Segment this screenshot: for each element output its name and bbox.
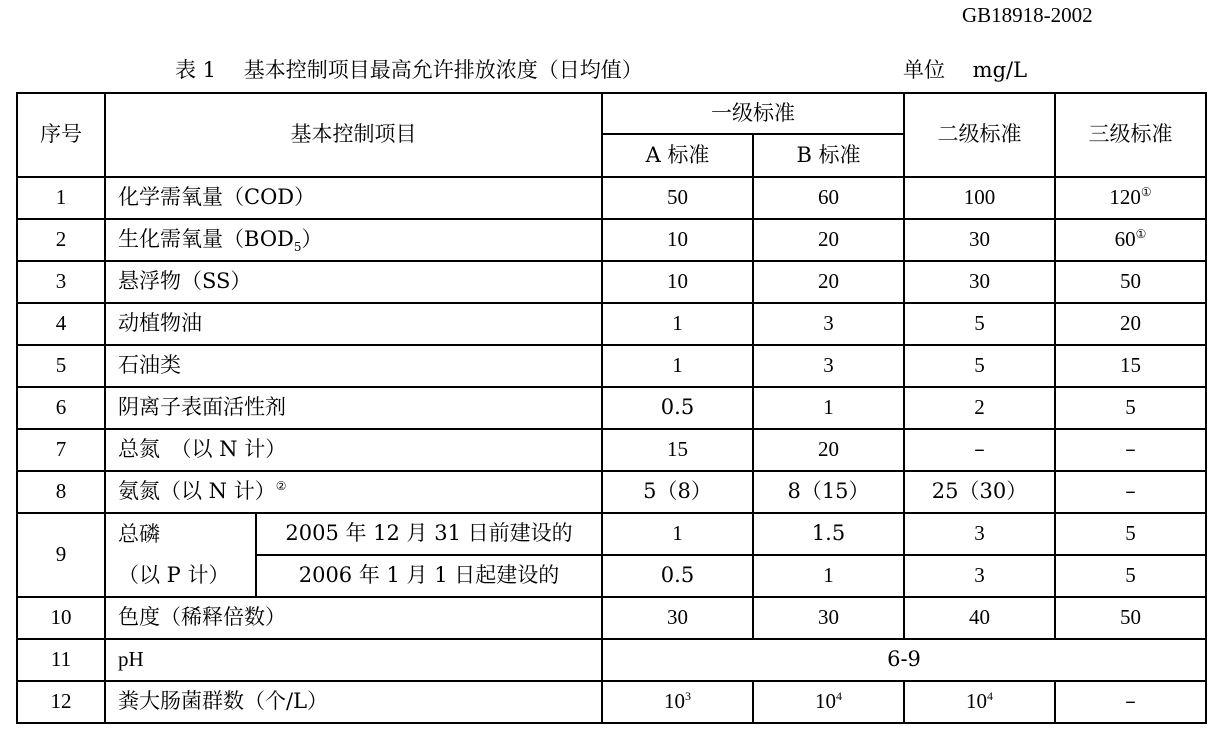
cell-a: 0.5: [602, 555, 753, 597]
row-number: 7: [17, 429, 105, 471]
cell-grade3: 15: [1055, 345, 1206, 387]
cell-grade2: 2: [904, 387, 1055, 429]
cell-grade2: 5: [904, 303, 1055, 345]
table-row: [17, 303, 1206, 345]
item-text: 生化需氧量（BOD: [118, 227, 294, 252]
cell-a: 15: [602, 429, 753, 471]
cell-grade3: 50: [1055, 597, 1206, 639]
row-number: 12: [17, 681, 105, 723]
footnote-mark: ②: [275, 479, 287, 494]
cell-b: 1: [753, 555, 904, 597]
control-items-table: [16, 92, 1207, 724]
header-grade3: 三级标准: [1055, 93, 1206, 177]
row-item-line1: 总磷: [105, 513, 256, 555]
cell-grade3: 5: [1055, 387, 1206, 429]
cell-b: 20: [753, 429, 904, 471]
row-item: 动植物油: [105, 303, 602, 345]
cell-b: 60: [753, 177, 904, 219]
row-number: 5: [17, 345, 105, 387]
table-row: [17, 345, 1206, 387]
row-number: 8: [17, 471, 105, 513]
table-row: [17, 429, 1206, 471]
cell-b: 1.5: [753, 513, 904, 555]
row-item: 阴离子表面活性剂: [105, 387, 602, 429]
cell-merged-value: 6-9: [602, 639, 1206, 681]
header-seq: 序号: [17, 93, 105, 177]
cell-grade3: [1055, 219, 1206, 261]
cell-a: 0.5: [602, 387, 753, 429]
table-unit: 单位 mg/L: [903, 58, 1028, 82]
cell-grade3: 5: [1055, 555, 1206, 597]
cell-b: [753, 681, 904, 723]
cell-a: 1: [602, 345, 753, 387]
cell-grade2: –: [904, 429, 1055, 471]
table-row: [17, 177, 1206, 219]
row-number: 11: [17, 639, 105, 681]
cell-grade2: 40: [904, 597, 1055, 639]
cell-grade2: 3: [904, 513, 1055, 555]
cell-a: [602, 681, 753, 723]
table-row: [17, 555, 1206, 597]
header-grade1: 一级标准: [602, 93, 904, 134]
row-number: 4: [17, 303, 105, 345]
header-item: 基本控制项目: [105, 93, 602, 177]
cell-grade3: –: [1055, 429, 1206, 471]
row-number: 1: [17, 177, 105, 219]
cell-value: 120: [1109, 185, 1141, 210]
subscript: 5: [293, 240, 302, 255]
header-grade1-a: A 标准: [602, 134, 753, 177]
cell-base: 10: [966, 689, 987, 714]
row-number: 3: [17, 261, 105, 303]
row-item: [105, 219, 602, 261]
row-item: 色度（稀释倍数）: [105, 597, 602, 639]
table-caption: 表 1 基本控制项目最高允许排放浓度（日均值）: [175, 58, 643, 82]
table-row: [17, 597, 1206, 639]
table-row: [17, 387, 1206, 429]
cell-b: 20: [753, 219, 904, 261]
cell-grade2: 100: [904, 177, 1055, 219]
cell-a: 5（8）: [602, 471, 753, 513]
cell-grade3: –: [1055, 471, 1206, 513]
cell-grade3: [1055, 177, 1206, 219]
cell-grade2: 25（30）: [904, 471, 1055, 513]
row-item-line2: （以 P 计）: [105, 555, 256, 597]
table-row: [17, 471, 1206, 513]
cell-grade3: 50: [1055, 261, 1206, 303]
row-number: 10: [17, 597, 105, 639]
cell-exponent: 3: [685, 689, 691, 704]
row-number: 9: [17, 513, 105, 597]
cell-a: 10: [602, 261, 753, 303]
row-subitem: 2006 年 1 月 1 日起建设的: [256, 555, 602, 597]
footnote-mark: ①: [1135, 227, 1147, 242]
cell-grade3: –: [1055, 681, 1206, 723]
row-item: 悬浮物（SS）: [105, 261, 602, 303]
cell-exponent: 4: [836, 689, 842, 704]
cell-exponent: 4: [987, 689, 993, 704]
cell-base: 10: [664, 689, 685, 714]
row-number: 6: [17, 387, 105, 429]
header-row: [17, 93, 1206, 134]
footnote-mark: ①: [1140, 185, 1152, 200]
standard-number: GB18918-2002: [962, 3, 1093, 27]
cell-grade3: 5: [1055, 513, 1206, 555]
cell-grade2: 3: [904, 555, 1055, 597]
cell-value: 60: [1114, 227, 1136, 252]
cell-b: 8（15）: [753, 471, 904, 513]
cell-grade2: [904, 681, 1055, 723]
table-row: [17, 219, 1206, 261]
cell-grade2: 5: [904, 345, 1055, 387]
table-row: [17, 681, 1206, 723]
cell-b: 3: [753, 345, 904, 387]
cell-grade2: 30: [904, 261, 1055, 303]
cell-b: 20: [753, 261, 904, 303]
table-row: [17, 261, 1206, 303]
header-grade1-b: B 标准: [753, 134, 904, 177]
row-item: pH: [105, 639, 602, 681]
table-row: [17, 639, 1206, 681]
cell-a: 30: [602, 597, 753, 639]
cell-a: 50: [602, 177, 753, 219]
cell-a: 10: [602, 219, 753, 261]
cell-b: 30: [753, 597, 904, 639]
cell-b: 3: [753, 303, 904, 345]
row-item: 石油类: [105, 345, 602, 387]
row-item: 总氮 （以 N 计）: [105, 429, 602, 471]
table-row: [17, 513, 1206, 555]
item-text-end: ）: [301, 227, 323, 252]
row-item: 化学需氧量（COD）: [105, 177, 602, 219]
cell-grade3: 20: [1055, 303, 1206, 345]
cell-a: 1: [602, 513, 753, 555]
row-subitem: 2005 年 12 月 31 日前建设的: [256, 513, 602, 555]
cell-base: 10: [815, 689, 836, 714]
row-number: 2: [17, 219, 105, 261]
header-grade2: 二级标准: [904, 93, 1055, 177]
cell-a: 1: [602, 303, 753, 345]
row-item: 粪大肠菌群数（个/L）: [105, 681, 602, 723]
item-text: 氨氮（以 N 计）: [118, 479, 276, 504]
row-item: [105, 471, 602, 513]
cell-b: 1: [753, 387, 904, 429]
cell-grade2: 30: [904, 219, 1055, 261]
